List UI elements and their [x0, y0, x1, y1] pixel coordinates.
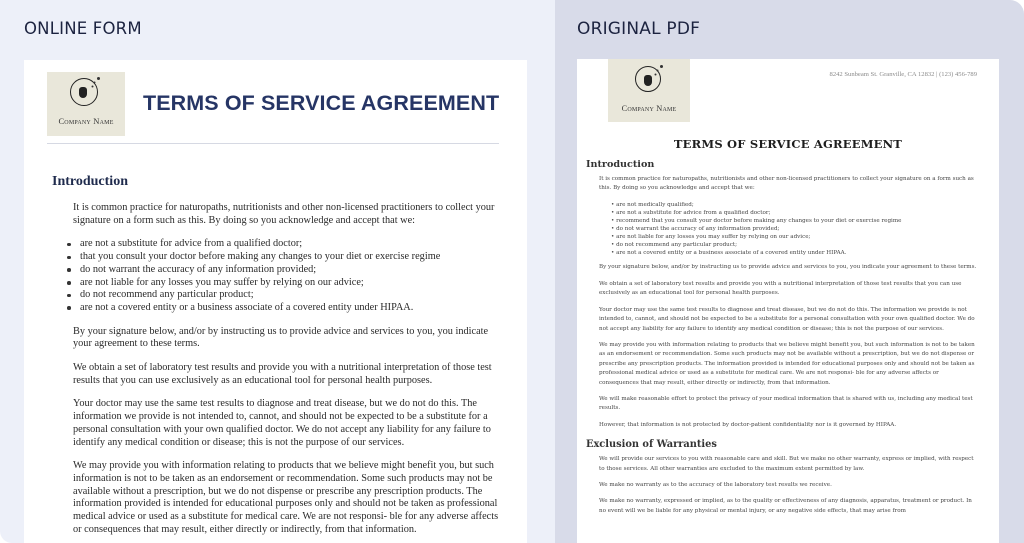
list-item: do not warrant the accuracy of any information provided;: [66, 264, 507, 277]
list-item: are not a covered entity or a business associate of a covered entity under HIPAA.: [66, 302, 507, 315]
list-item: are not liable for any losses you may suffer by relying on our advice;: [66, 277, 507, 290]
list-item: that you consult your doctor before making any changes to your diet or exercise regime: [66, 251, 507, 264]
paragraph-hipaa: However, that information is not protected by doctor-patient confidentiality nor is it governed by HIPAA.: [599, 421, 897, 428]
paragraph-lab-results: We obtain a set of laboratory test results and provide you with a nutritional interpretation of those test results that you can use exclusively as an educational tool for personal health purposes.: [599, 280, 962, 297]
pdf-title: TERMS OF SERVICE AGREEMENT: [673, 137, 903, 151]
paragraph-warranty-accuracy: We make no warranty as to the accuracy of the laboratory test results we receive.: [599, 481, 832, 488]
acknowledgement-list: [611, 201, 978, 258]
paragraph-warranty-quality: We make no warranty, expressed or implied, as to the quality or effectiveness of any diagnosis, apparatus, treatment or product. In no event will we be liable for any physical or mental injury, or any negative side effects, that may arise from: [599, 498, 972, 514]
paragraph-doctor: Your doctor may use the same test results to diagnose and treat disease, but we do not do this. The information we provide is not intended to, cannot, and should not be expected to be a substitute for a personal consultation with your own qualified doctor. We do not accept any liability for any failure to identify any medical condition or disease; this is not the purpose of our services.: [73, 398, 491, 448]
paragraph-doctor: Your doctor may use the same test results to diagnose and treat disease, but we do not do this. The information we provide is not intended to, cannot, and should not be expected to be a substitute for a personal consultation with your own qualified doctor. We do not accept any liability for any failure to identify any medical condition or disease; this is not the purpose of our services.: [599, 306, 975, 332]
list-item: • do not warrant the accuracy of any information provided;: [611, 225, 978, 233]
microscope-circle-icon: [635, 66, 661, 92]
original-pdf-document[interactable]: [577, 59, 999, 543]
list-item: • do not recommend any particular product;: [611, 241, 978, 249]
list-item: • are not a substitute for advice from a qualified doctor;: [611, 209, 978, 217]
company-logo: [608, 59, 690, 122]
panel-label-online-form: ONLINE FORM: [24, 19, 142, 38]
list-item: • are not liable for any losses you may suffer by relying on our advice;: [611, 233, 978, 241]
paragraph-warranty-services: We will provide our services to you with reasonable care and skill. But we make no other warranty, express or implied, with respect to those services. All other warranties are excluded to the maximum extent permitted by law.: [599, 456, 974, 472]
form-body: [52, 174, 507, 543]
form-header: [47, 72, 499, 144]
list-item: do not recommend any particular product;: [66, 289, 507, 302]
intro-paragraph: It is common practice for naturopaths, nutritionists and other non-licensed practitioners to collect your signature on a form such as this. By doing so you acknowledge and accept that we:: [599, 176, 974, 192]
company-address: 8242 Sunbeam St. Granville, CA 12832 | (123) 456-789: [829, 71, 977, 78]
pdf-body: [586, 159, 978, 523]
section-heading-introduction: Introduction: [586, 159, 655, 170]
paragraph-agreement: By your signature below, and/or by instructing us to provide advice and services to you, you indicate your agreement to these terms.: [599, 264, 977, 271]
acknowledgement-list: [66, 238, 507, 314]
panel-label-original-pdf: ORIGINAL PDF: [577, 19, 701, 39]
paragraph-privacy: We will make reasonable effort to protect the privacy of your medical information that is shared with us, including any medical test results.: [599, 395, 973, 412]
form-title: TERMS OF SERVICE AGREEMENT: [143, 91, 500, 115]
company-name: Company Name: [58, 116, 114, 126]
paragraph-products: We may provide you with information relating to products that we believe might benefit you, but such information is not to be taken as an endorsement or recommendation. Some such products may not be available without a prescription, but we do not dispense or prescribe any prescription products. The information provided is intended for educational purposes only and should not be taken as professional medical advice or used as a substitute for medical care. We are not responsi- ble for any adverse affects or consequences that may result, either directly or indirectly, from that information.: [599, 341, 975, 386]
original-pdf-panel: [555, 0, 1024, 543]
company-name: Company Name: [621, 104, 677, 113]
list-item: • are not a covered entity or a business associate of a covered entity under HIPAA.: [611, 249, 978, 257]
section-heading-introduction: Introduction: [52, 174, 128, 189]
list-item: are not a substitute for advice from a qualified doctor;: [66, 238, 507, 251]
intro-paragraph: It is common practice for naturopaths, nutritionists and other non-licensed practitioners to collect your signature on a form such as this. By doing so you acknowledge and accept that we:: [73, 202, 495, 226]
section-heading-exclusion-of-warranties: Exclusion of Warranties: [586, 439, 717, 451]
list-item: • are not medically qualified;: [611, 201, 978, 209]
paragraph-agreement: By your signature below, and/or by instructing us to provide advice and services to you, you indicate your agreement to these terms.: [73, 325, 489, 350]
paragraph-lab-results: We obtain a set of laboratory test results and provide you with a nutritional interpretation of those test results that you can use exclusively as an educational tool for personal health purposes.: [73, 362, 492, 386]
list-item: • recommend that you consult your doctor before making any changes to your diet or exercise regime: [611, 217, 978, 225]
microscope-circle-icon: [70, 78, 98, 106]
paragraph-products: We may provide you with information relating to products that we believe might benefit you, but such information is not to be taken as an endorsement or recommendation. Some such products may not be available without a prescription, but we do not dispense or prescribe any prescription products. The information provided is intended for educational purposes only and should not be taken as professional medical advice or used as a substitute for medical care. We are not responsi- ble for any adverse affects or consequences that may result, either directly or indirectly, from that information.: [73, 460, 499, 535]
company-logo: [47, 72, 125, 136]
online-form-document[interactable]: [24, 60, 527, 543]
